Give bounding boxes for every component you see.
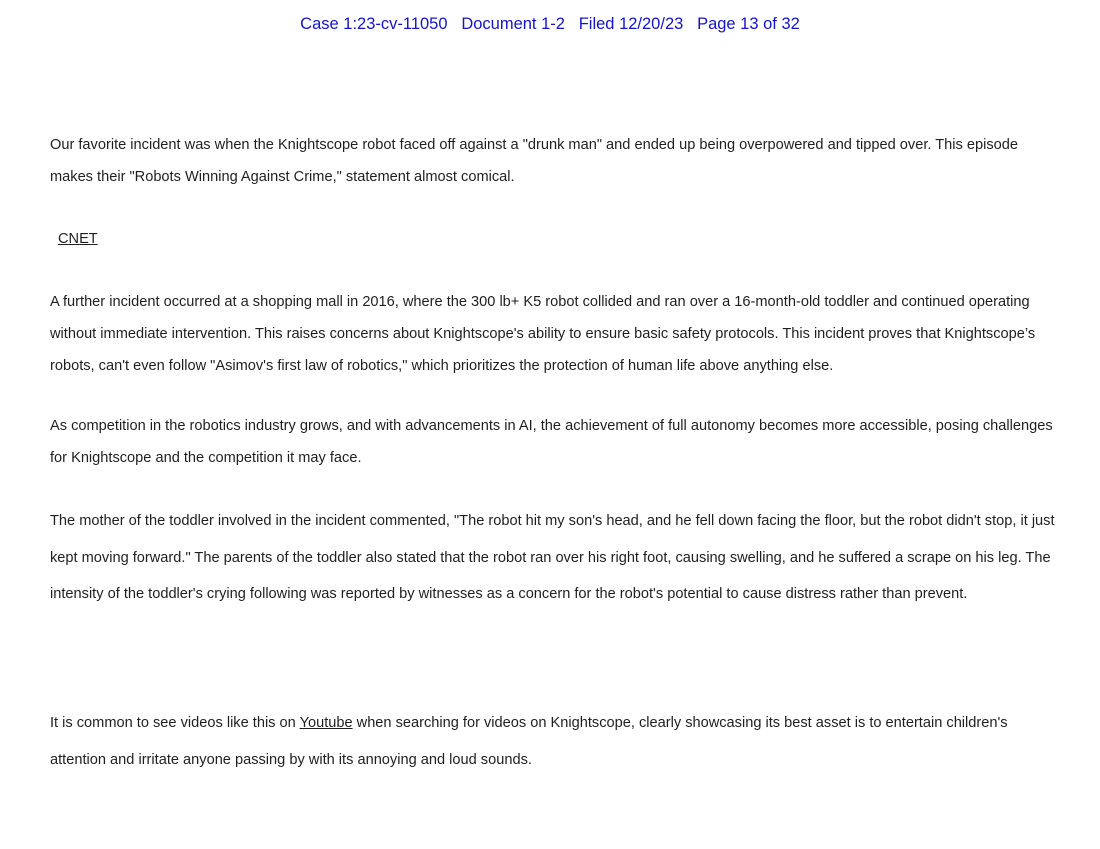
page-number: Page 13 of 32 [697, 15, 800, 33]
paragraph-mall-incident: A further incident occurred at a shopping mall in 2016, where the 300 lb+ K5 robot collided and ran over a 16-month-old toddler and continued operating without immediate intervention. This raises concerns about Knightscope's ability to ensure basic safety protocols. This incident proves that Knightscope’s robots, can't even follow "Asimov's first law of robotics," which prioritizes the protection of human life above anything else. [50, 294, 1036, 374]
paragraph-drunk-man-incident: Our favorite incident was when the Knightscope robot faced off against a "drunk man" and ended up being overpowered and tipped over. This episode makes their "Robots Winning Against Crime," statement almost comical. [50, 137, 1018, 185]
document-number: Document 1-2 [461, 15, 565, 33]
paragraph-mother-comment: The mother of the toddler involved in the incident commented, "The robot hit my son's head, and he fell down facing the floor, but the robot didn't stop, it just kept moving forward." The parents of the toddler also stated that the robot ran over his right foot, causing swelling, and he suffered a scrape on his leg. The intensity of the toddler's crying following was reported by witnesses as a concern for the robot's potential to cause distress rather than prevent. [50, 513, 1055, 602]
youtube-text-after: when searching for videos on Knightscope, clearly showcasing its best asset is to entertain children's attention and irritate anyone passing by with its annoying and loud sounds. [50, 715, 1008, 768]
paragraph-competition: As competition in the robotics industry grows, and with advancements in AI, the achievement of full autonomy becomes more accessible, posing challenges for Knightscope and the competition it may face. [50, 418, 1053, 466]
page-header [0, 15, 1100, 34]
case-number: Case 1:23-cv-11050 [300, 15, 448, 33]
cnet-link[interactable]: CNET [58, 231, 98, 247]
filed-date: Filed 12/20/23 [578, 15, 684, 33]
youtube-text-before: It is common to see videos like this on [50, 715, 300, 731]
paragraph-youtube-videos [50, 705, 1060, 778]
youtube-link[interactable]: Youtube [299, 715, 353, 731]
